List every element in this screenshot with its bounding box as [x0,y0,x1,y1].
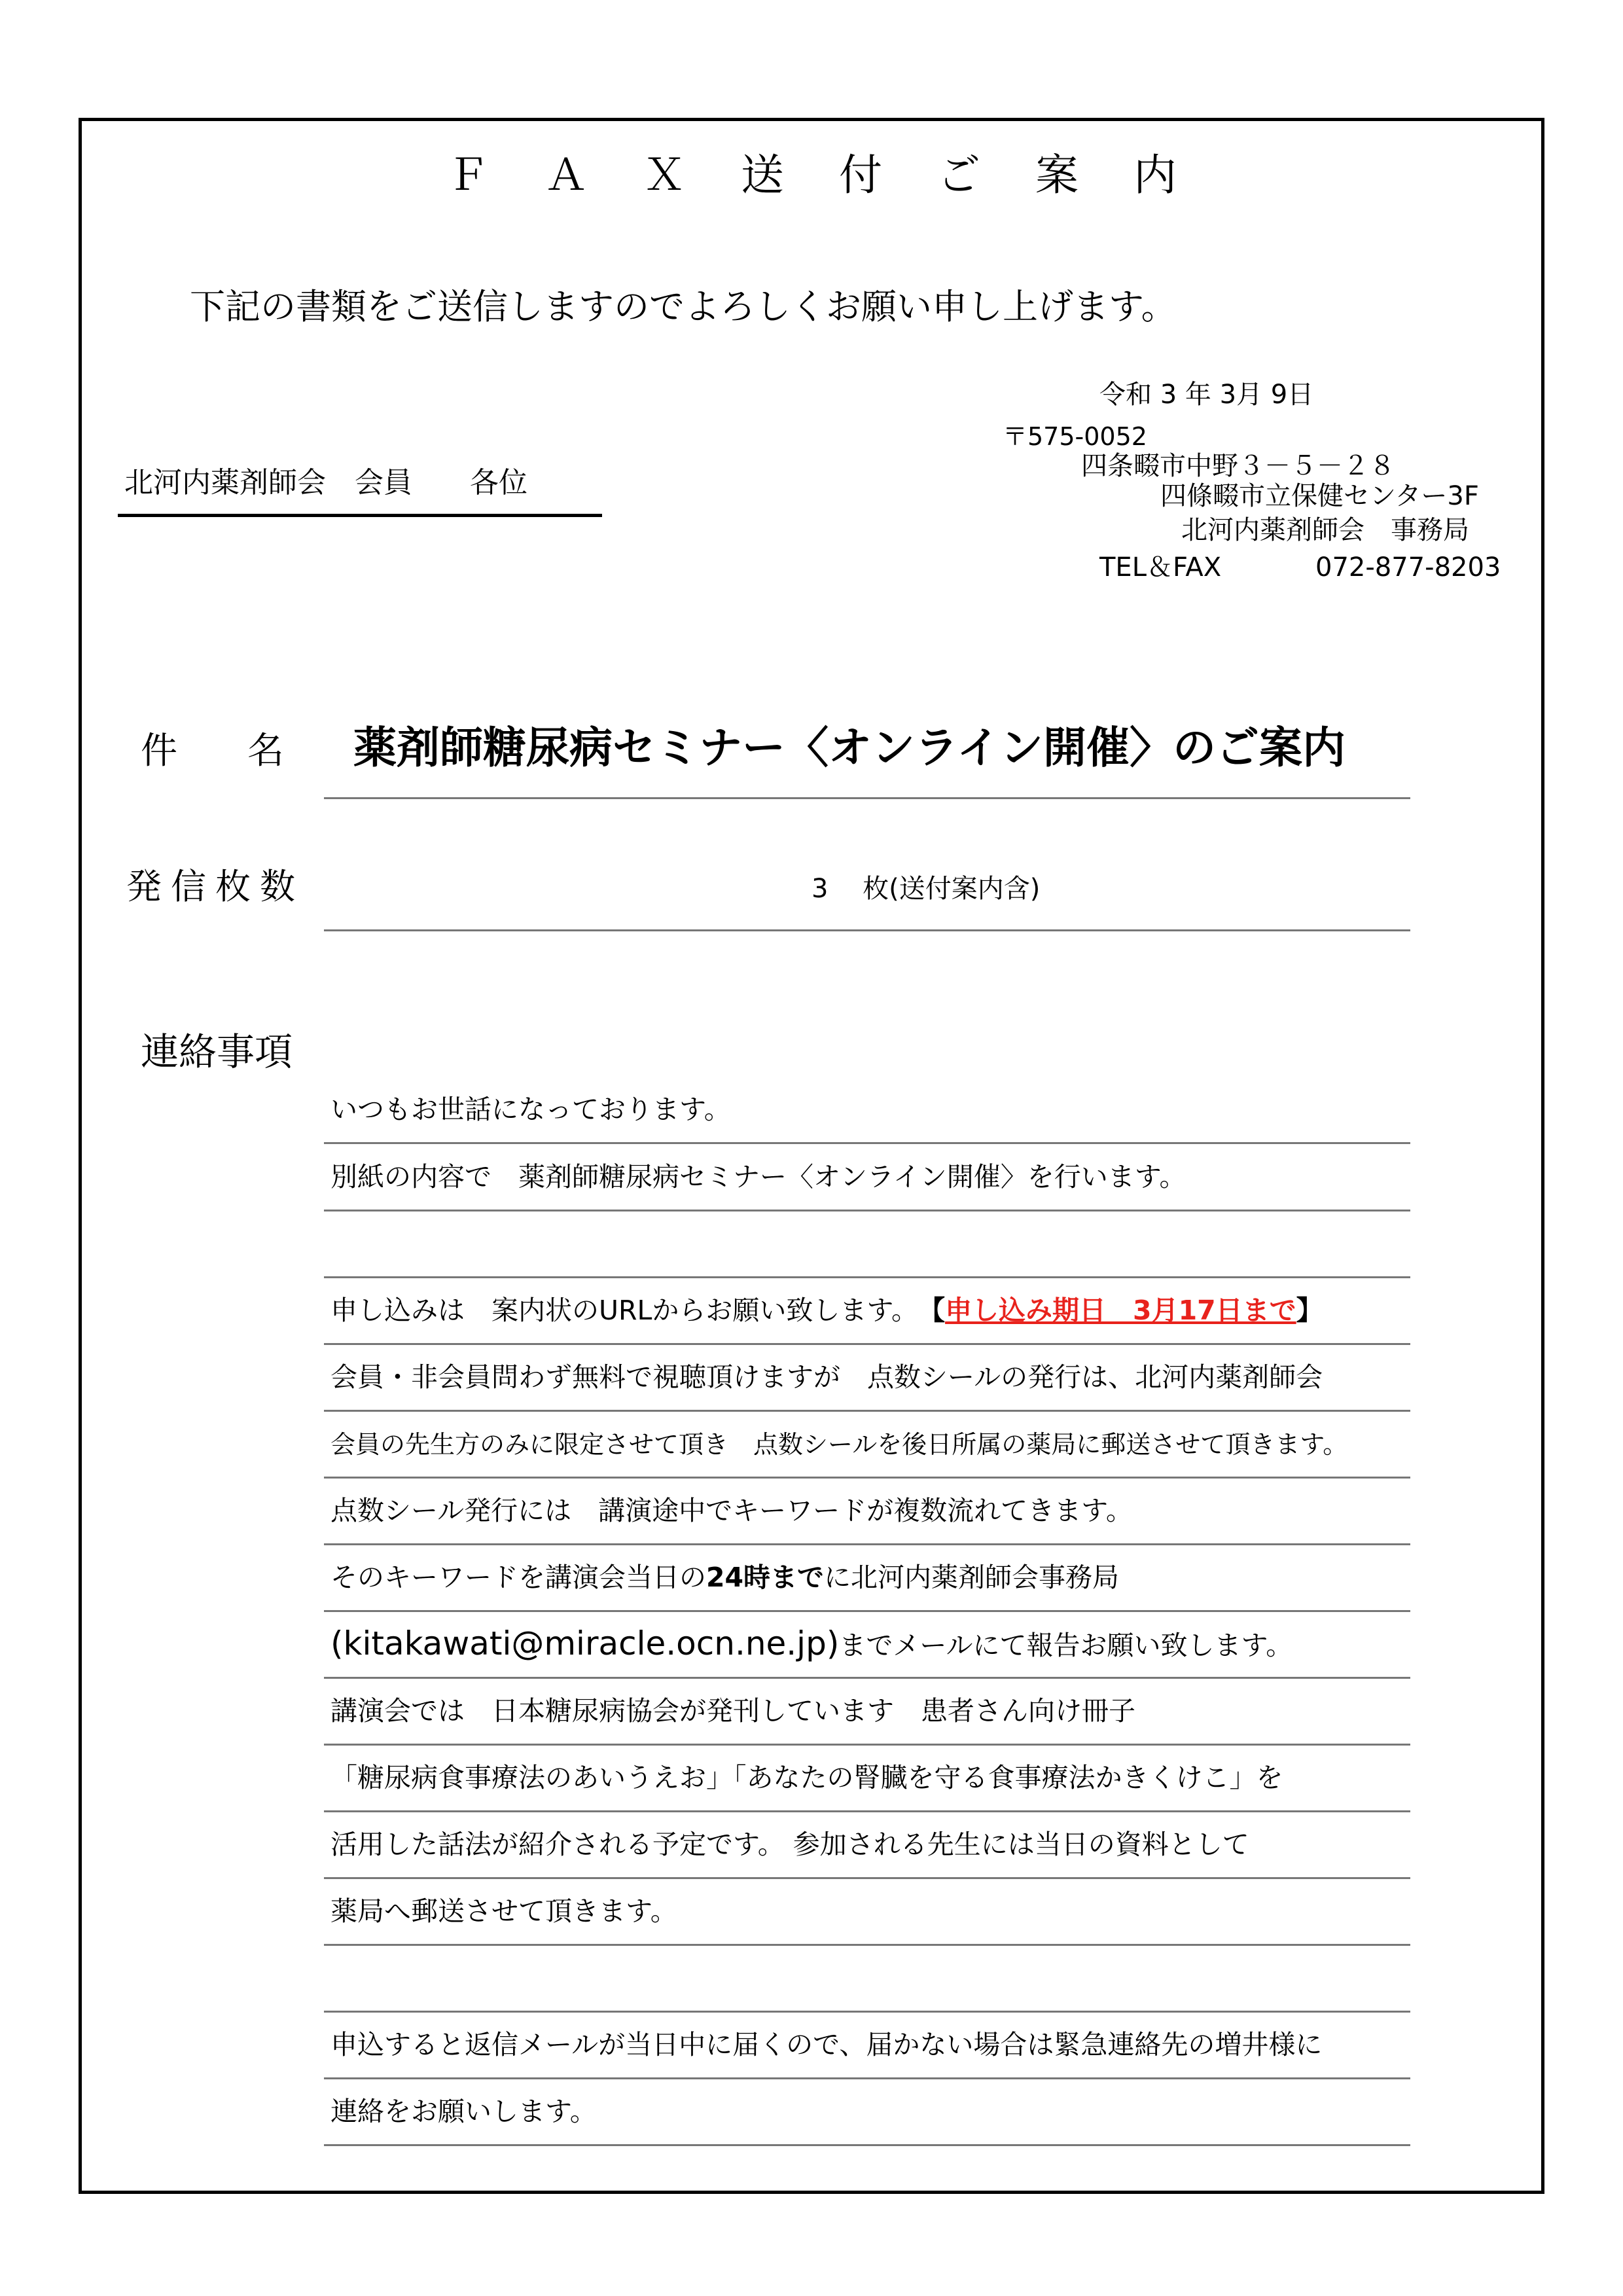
title-char: 送 [741,150,784,200]
keyword-instruction: そのキーワードを講演会当日の [330,1562,706,1593]
deadline-bracket: 【 [931,1295,946,1326]
notes-line: 活用した話法が紹介される予定です。 参加される先生には当日の資料として [330,1829,1249,1860]
notes-rule [324,2077,1410,2079]
subject-text: 薬剤師糖尿病セミナー〈オンライン開催〉のご案内 [353,723,1346,773]
sender-zip: 〒575-0052 [1003,422,1147,451]
application-deadline: 申し込み期日 3月17日まで [945,1295,1296,1326]
notes-line: 「糖尿病食事療法のあいうえお」「あなたの腎臓を守る食事療法かきくけこ」を [330,1762,1283,1793]
notes-rule [324,1810,1410,1812]
fax-cover-title [0,150,1623,200]
notes-rule [324,1142,1410,1144]
title-char: Ｆ [446,150,490,200]
application-instruction: 申し込みは 案内状のURLからお願い致します。 [330,1295,932,1326]
notes-rule [324,1944,1410,1946]
notes-rule [324,1877,1410,1879]
notes-rule [324,2144,1410,2146]
document-date: 令和 3 年 3月 9日 [1099,380,1314,410]
notes-line: 連絡をお願いします。 [330,2096,597,2127]
notes-line-keyword-deadline [330,1564,1119,1591]
contact-email: (kitakawati@miracle.ocn.ne.jp) [330,1624,840,1662]
notes-line: いつもお世話になっております。 [330,1094,731,1125]
notes-line: 別紙の内容で 薬剤師糖尿病セミナー〈オンライン開催〉を行います。 [330,1161,1186,1193]
sender-address-1: 四条畷市中野３－５－２８ [1081,451,1395,481]
notes-line: 講演会では 日本糖尿病協会が発刊しています 患者さん向け冊子 [330,1695,1135,1727]
notes-rule [324,1210,1410,1211]
notes-rule [324,1343,1410,1345]
recipient-underline [118,514,602,517]
title-char: ご [937,150,980,200]
recipient: 北河内薬剤師会 会員 各位 [124,466,527,499]
notes-line-deadline [330,1297,1323,1324]
title-char: 内 [1133,150,1177,200]
tel-fax-number: 072-877-8203 [1315,552,1501,583]
notes-rule [324,1477,1410,1479]
page-count-rule [324,929,1410,931]
sender-address-2: 四條畷市立保健センター3F [1160,481,1479,511]
notes-line: 点数シール発行には 講演途中でキーワードが複数流れてきます。 [330,1495,1133,1526]
notes-line: 会員の先生方のみに限定させて頂き 点数シールを後日所属の薬局に郵送させて頂きます。 [330,1430,1348,1459]
notes-rule [324,2011,1410,2013]
notes-rule [324,1276,1410,1278]
title-char: Ａ [544,150,588,200]
intro-text: 下記の書類をご送信しますのでよろしくお願い申し上げます。 [190,286,1177,327]
title-char: 付 [839,150,882,200]
notes-rule [324,1677,1410,1679]
sender-office: 北河内薬剤師会 事務局 [1181,515,1469,545]
notes-rule [324,1744,1410,1746]
notes-line: 薬局へ郵送させて頂きます。 [330,1895,677,1927]
title-char: 案 [1035,150,1079,200]
notes-label: 連絡事項 [141,1030,293,1074]
notes-rule [324,1543,1410,1545]
page-count-label: 発信枚数 [126,866,304,907]
keyword-recipient: に北河内薬剤師会事務局 [824,1562,1120,1593]
subject-label-char: 名 [247,730,284,772]
tel-fax-label: TEL＆FAX [1099,552,1222,583]
email-instruction: までメールにて報告お願い致します。 [839,1630,1293,1661]
notes-line: 会員・非会員問わず無料で視聴頂けますが 点数シールの発行は、北河内薬剤師会 [330,1361,1323,1393]
notes-rule [324,1410,1410,1412]
keyword-deadline: 24時まで [706,1562,825,1593]
subject-rule [324,797,1410,799]
document-border [79,118,1544,2194]
deadline-bracket: 】 [1296,1295,1323,1326]
page-count-value: 3 枚(送付案内含) [812,874,1041,904]
notes-rule [324,1610,1410,1612]
notes-line: 申込すると返信メールが当日中に届くので、届かない場合は緊急連絡先の増井様に [330,2029,1323,2060]
subject-label-char: 件 [141,730,177,772]
title-char: Ｘ [643,150,686,200]
notes-line-email [330,1624,1293,1662]
